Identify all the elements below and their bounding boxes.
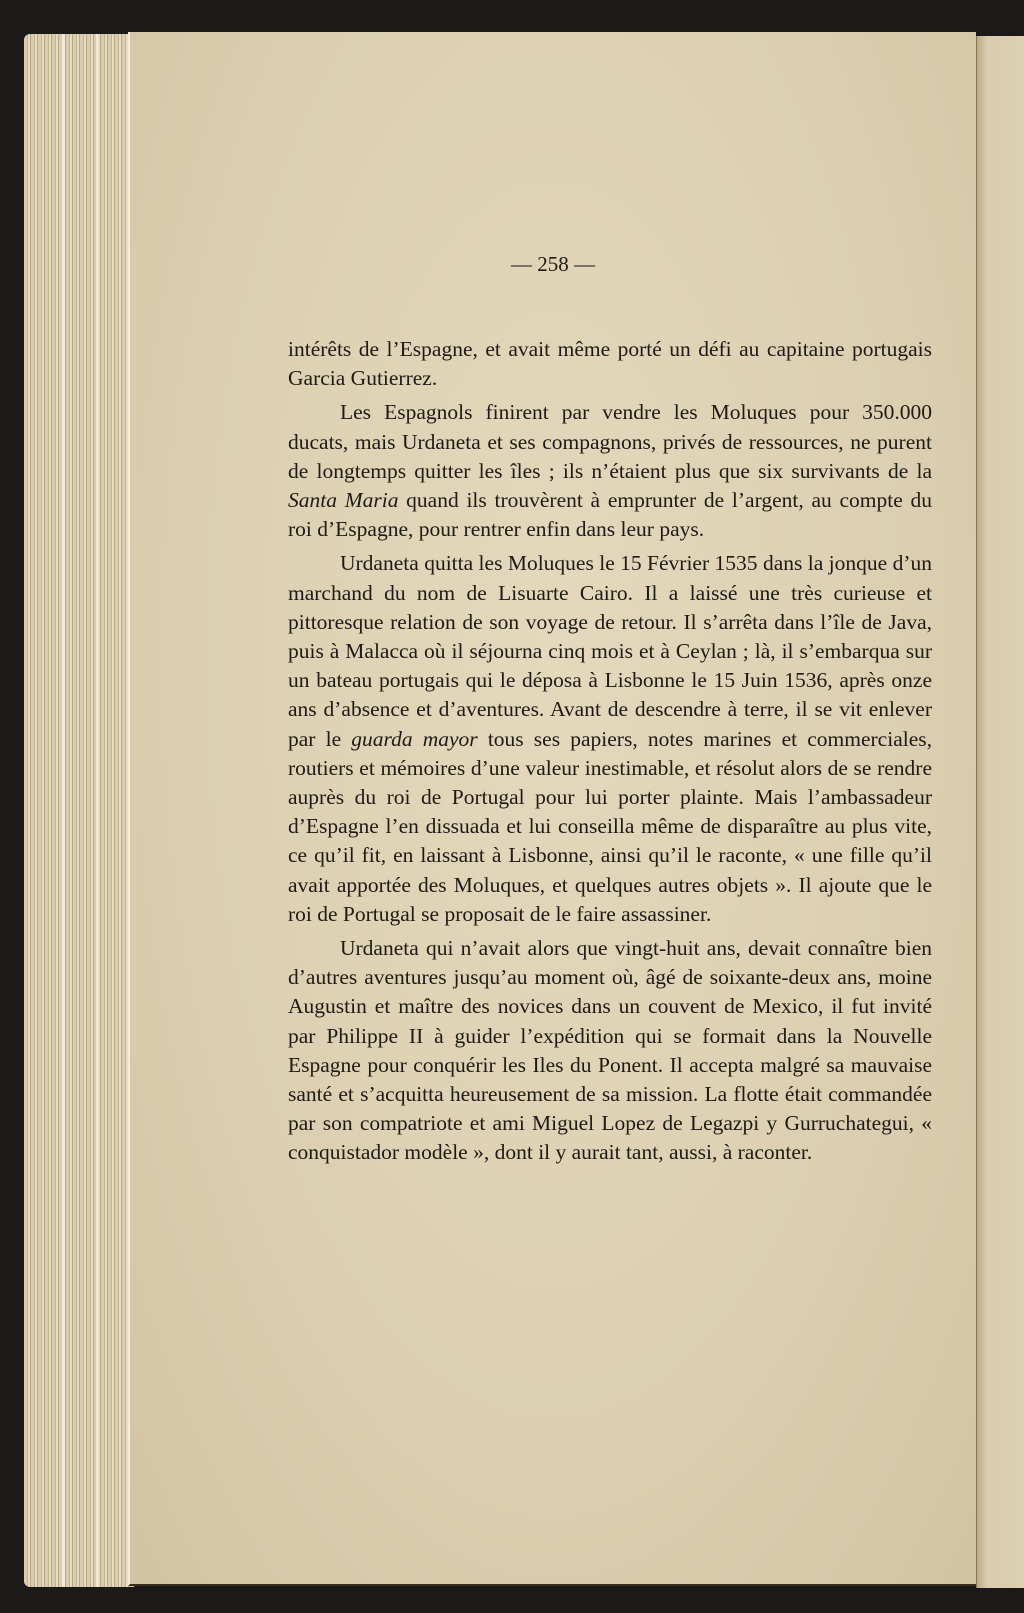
book-page — [128, 32, 976, 1586]
paragraph — [288, 335, 932, 393]
text-run: Urdaneta qui n’avait alors que vingt-huit ans, devait connaître bien d’autres aventures jusqu’au moment où, âgé de soixante-deux ans, moine Augustin et maître des novices dans un couvent de Mexico, il fut invité par Philippe II à guider l’expédition qui se formait dans la Nouvelle Espagne pour conquérir les Iles du Ponent. Il accepta malgré sa mauvaise santé et s’acquitta heureusement de sa mission. La flotte était commandée par son compatriote et ami Miguel Lopez de Legazpi y Gurruchategui, « conquistador modèle », dont il y aurait tant, aussi, à raconter. — [288, 936, 932, 1165]
facing-page-edge — [976, 36, 1024, 1588]
page-stack-edges — [24, 34, 134, 1587]
italic-phrase: guarda mayor — [351, 726, 478, 751]
text-run: Urdaneta quitta les Moluques le 15 Février 1535 dans la jonque d’un marchand du nom de Lisuarte Cairo. Il a laissé une très curieuse et pittoresque relation de son voyage de retour. Il s’arrêta dans l’île de Java, puis à Malacca où il séjourna cinq mois et à Ceylan ; là, il s’embarqua sur un bateau portugais qui le déposa à Lisbonne le 15 Juin 1536, après onze ans d’absence et d’aventures. Avant de descendre à terre, il se vit enlever par le — [288, 551, 932, 751]
text-run: quand ils trouvèrent à emprunter de l’argent, au compte du roi d’Espagne, pour rentrer enfin dans leur pays. — [288, 488, 932, 542]
text-run: tous ses papiers, notes marines et commerciales, routiers et mémoires d’une valeur inestimable, et résolut alors de se rendre auprès du roi de Portugal pour lui porter plainte. Mais l’ambassadeur d’Espagne l’en dissuada et lui conseilla même de disparaître au plus vite, ce qu’il fit, en laissant à Lisbonne, ainsi qu’il le raconte, « une fille qu’il avait apportée des Moluques, et quelques autres objets ». Il ajoute que le roi de Portugal se proposait de le faire assassiner. — [288, 726, 932, 926]
page-number: — 258 — — [511, 252, 595, 276]
paragraph-container — [288, 335, 932, 1173]
paragraph — [288, 398, 932, 544]
paragraph — [288, 549, 932, 929]
text-run: Les Espagnols finirent par vendre les Moluques pour 350.000 ducats, mais Urdaneta et ses compagnons, privés de ressources, ne purent de longtemps quitter les îles ; ils n’étaient plus que six survivants de la — [288, 400, 932, 483]
italic-phrase: Santa Maria — [288, 488, 399, 513]
text-run: intérêts de l’Espagne, et avait même porté un défi au capitaine portugais Garcia Gutierrez. — [288, 337, 932, 391]
paragraph — [288, 934, 932, 1168]
